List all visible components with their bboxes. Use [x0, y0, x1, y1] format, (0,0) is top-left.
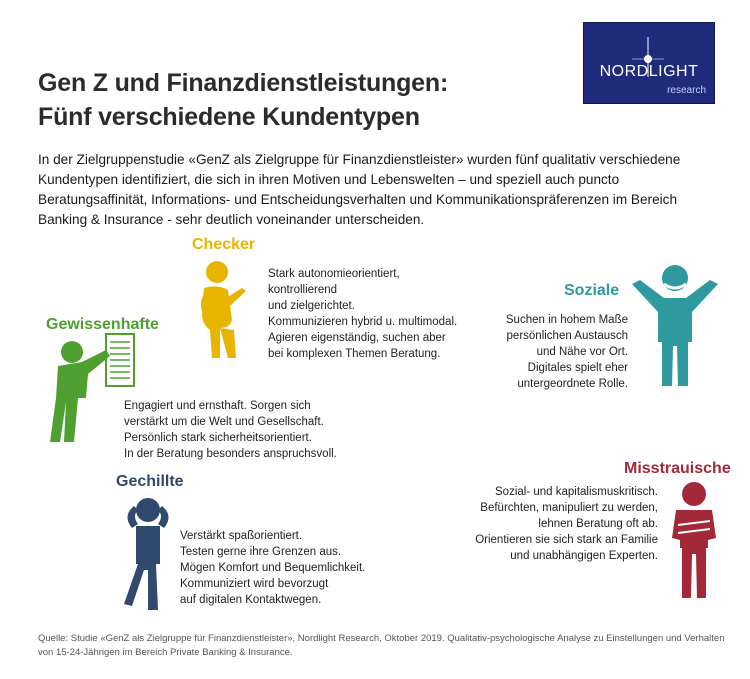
soziale-description: [468, 312, 628, 392]
desc-line: auf digitalen Kontaktwegen.: [180, 594, 322, 606]
desc-line: und unabhängigen Experten.: [510, 550, 658, 562]
soziale-person-icon: [630, 262, 720, 392]
checker-person-icon: [190, 258, 260, 368]
desc-line: Befürchten, manipuliert zu werden,: [480, 502, 658, 514]
desc-line: Digitales spielt eher: [527, 362, 628, 374]
logo-main-text: NORDLIGHT: [599, 63, 699, 80]
misstrauische-person-icon: [666, 480, 722, 602]
desc-line: Sozial- und kapitalismuskritisch.: [495, 486, 658, 498]
desc-line: Stark autonomieorientiert,: [268, 268, 400, 280]
gechillte-description: [180, 528, 365, 608]
checker-description: [268, 266, 457, 362]
desc-line: und Nähe vor Ort.: [536, 346, 628, 358]
desc-line: Orientieren sie sich stark an Familie: [475, 534, 658, 546]
title-line-2: Fünf verschiedene Kundentypen: [38, 103, 420, 131]
source-line-2: von 15-24-Jährigen im Bereich Private Banking & Insurance.: [38, 647, 293, 658]
intro-paragraph: In der Zielgruppenstudie «GenZ als Zielgruppe für Finanzdienstleister» wurden fünf qualitativ verschiedene Kundentypen identifiziert, die sich in ihren Motiven und Lebenswelten – und speziell auch puncto Beratungsaffinität, Informations- und Entscheidungsverhalten und Kommunikationspräferenzen im Bereich Banking & Insurance - sehr deutlich voneinander unterscheiden.: [38, 152, 681, 227]
desc-line: Persönlich stark sicherheitsorientiert.: [124, 432, 312, 444]
desc-line: lehnen Beratung oft ab.: [538, 518, 658, 530]
source-note: [38, 632, 728, 660]
page-title: [38, 66, 448, 134]
misstrauische-title: Misstrauische: [624, 460, 731, 477]
desc-line: kontrollierend: [268, 284, 338, 296]
gechillte-title: Gechillte: [116, 473, 184, 490]
nordlight-logo: [583, 22, 715, 104]
desc-line: Kommuniziert wird bevorzugt: [180, 578, 329, 590]
desc-line: Suchen in hohem Maße: [505, 314, 628, 326]
gechillte-person-icon: [118, 494, 178, 616]
desc-line: Engagiert und ernsthaft. Sorgen sich: [124, 400, 311, 412]
desc-line: untergeordnete Rolle.: [517, 378, 628, 390]
desc-line: verstärkt um die Welt und Gesellschaft.: [124, 416, 324, 428]
logo-sub-text: research: [667, 85, 706, 96]
desc-line: persönlichen Austausch: [506, 330, 628, 342]
gewissenhafte-description: [124, 398, 337, 462]
desc-line: und zielgerichtet.: [268, 300, 355, 312]
desc-line: Kommunizieren hybrid u. multimodal.: [268, 316, 458, 328]
misstrauische-description: [452, 484, 658, 564]
source-line-1: Quelle: Studie «GenZ als Zielgruppe für Finanzdienstleister», Nordlight Research, Oktober 2019. Qualitativ-psychologische Analyse zu Einstellungen und Verhalten: [38, 633, 725, 644]
desc-line: In der Beratung besonders anspruchsvoll.: [124, 448, 337, 460]
desc-line: Agieren eigenständig, suchen aber: [268, 332, 446, 344]
desc-line: Mögen Komfort und Bequemlichkeit.: [180, 562, 366, 574]
title-line-1: Gen Z und Finanzdienstleistungen:: [38, 69, 449, 97]
gewissenhafte-title: Gewissenhafte: [46, 316, 159, 333]
soziale-title: Soziale: [564, 282, 620, 299]
desc-line: Testen gerne ihre Grenzen aus.: [180, 546, 342, 558]
desc-line: bei komplexen Themen Beratung.: [268, 348, 441, 360]
desc-line: Verstärkt spaßorientiert.: [180, 530, 303, 542]
checker-title: Checker: [192, 236, 256, 253]
